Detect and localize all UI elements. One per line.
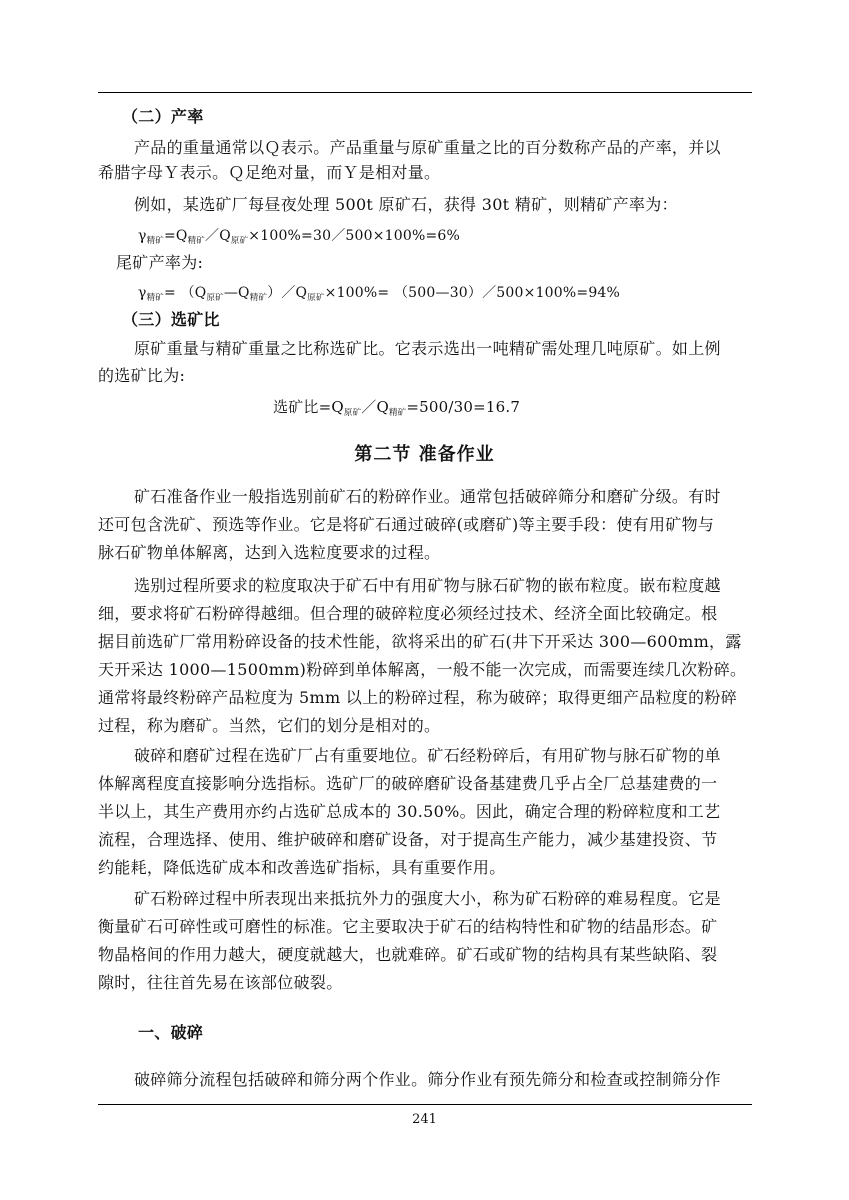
body-p2-line-4: 天开采达 1000—1500mm)粉碎到单体解离，一般不能一次完成，而需要连续几次粉碎。 bbox=[98, 660, 747, 679]
section-title: 第二节 准备作业 bbox=[354, 444, 495, 465]
page-number: 241 bbox=[412, 1112, 437, 1127]
body-p3-line-2: 体解离程度直接影响分选指标。选矿厂的破碎磨矿设备基建费几乎占全厂总基建费的一 bbox=[98, 774, 718, 793]
body-p3-line-4: 流程，合理选择、使用、维护破碎和磨矿设备，对于提高生产能力，减少基建投资、节 bbox=[98, 830, 718, 849]
body-p4-line-1: 矿石粉碎过程中所表现出来抵抗外力的强度大小，称为矿石粉碎的难易程度。它是 bbox=[134, 889, 721, 908]
footer-rule bbox=[98, 1104, 752, 1105]
body-p4-line-3: 物晶格间的作用力越大，硬度就越大，也就难碎。矿石或矿物的结构具有某些缺陷、裂 bbox=[98, 945, 718, 964]
concentrate-yield-formula: $\gamma_{精矿}=Q_{精矿}/Q_{原矿}\times 100\%=30/500\times 100\%=6\%$ bbox=[138, 228, 461, 246]
crushing-para-line-1: 破碎筛分流程包括破碎和筛分两个作业。筛分作业有预先筛分和检查或控制筛分作 bbox=[134, 1070, 721, 1089]
body-p1-line-3: 脉石矿物单体解离，达到入选粒度要求的过程。 bbox=[98, 543, 441, 562]
ratio-formula: 选矿比$=Q_{原矿}/Q_{精矿}=500/30=16.7$ bbox=[273, 398, 521, 418]
body-p3-line-1: 破碎和磨矿过程在选矿厂占有重要地位。矿石经粉碎后，有用矿物与脉石矿物的单 bbox=[134, 746, 721, 765]
body-p2-line-6: 过程，称为磨矿。当然，它们的划分是相对的。 bbox=[98, 716, 441, 735]
yield-heading: （二）产率 bbox=[122, 107, 204, 126]
body-p1-line-1: 矿石准备作业一般指选别前矿石的粉碎作业。通常包括破碎筛分和磨矿分级。有时 bbox=[134, 487, 721, 506]
tailing-yield-label: 尾矿产率为: bbox=[116, 253, 204, 272]
body-p3-line-5: 约能耗，降低选矿成本和改善选矿指标，具有重要作用。 bbox=[98, 858, 506, 877]
crushing-heading: 一、破碎 bbox=[138, 1023, 204, 1042]
ratio-heading: （三）选矿比 bbox=[122, 310, 220, 329]
header-rule bbox=[98, 92, 752, 93]
yield-example: 例如，某选矿厂每昼夜处理 500t 原矿石，获得 30t 精矿，则精矿产率为： bbox=[134, 195, 678, 214]
body-p2-line-5: 通常将最终粉碎产品粒度为 5mm 以上的粉碎过程，称为破碎；取得更细产品粒度的粉碎 bbox=[98, 688, 737, 707]
ratio-para-line-1: 原矿重量与精矿重量之比称选矿比。它表示选出一吨精矿需处理几吨原矿。如上例 bbox=[134, 339, 721, 358]
body-p4-line-4: 隙时，往往首先易在该部位破裂。 bbox=[98, 973, 343, 992]
body-p4-line-2: 衡量矿石可碎性或可磨性的标准。它主要取决于矿石的结构特性和矿物的结晶形态。矿 bbox=[98, 917, 718, 936]
yield-para-line-2: 希腊字母Ｙ表示。Ｑ足绝对量，而Ｙ是相对量。 bbox=[98, 163, 441, 182]
body-p1-line-2: 还可包含洗矿、预选等作业。它是将矿石通过破碎(或磨矿)等主要手段：使有用矿物与 bbox=[98, 515, 715, 534]
body-p2-line-3: 据目前选矿厂常用粉碎设备的技术性能，欲将采出的矿石(井下开采达 300—600mm，露 bbox=[98, 632, 742, 651]
body-p2-line-2: 细，要求将矿石粉碎得越细。但合理的破碎粒度必须经过技术、经济全面比较确定。根 bbox=[98, 604, 718, 623]
ratio-para-line-2: 的选矿比为: bbox=[98, 366, 186, 385]
body-p3-line-3: 半以上，其生产费用亦约占选矿总成本的 30.50%。因此，确定合理的粉碎粒度和工艺 bbox=[98, 802, 721, 821]
body-p2-line-1: 选别过程所要求的粒度取决于矿石中有用矿物与脉石矿物的嵌布粒度。嵌布粒度越 bbox=[134, 576, 721, 595]
yield-para-line-1: 产品的重量通常以Ｑ表示。产品重量与原矿重量之比的百分数称产品的产率，并以 bbox=[134, 138, 721, 157]
tailing-yield-formula: $\gamma_{精矿}=$ $(Q_{原矿}—Q_{精矿})/Q_{原矿}\times 100\%=$ （500—30）／500×100%=94% bbox=[138, 285, 621, 303]
